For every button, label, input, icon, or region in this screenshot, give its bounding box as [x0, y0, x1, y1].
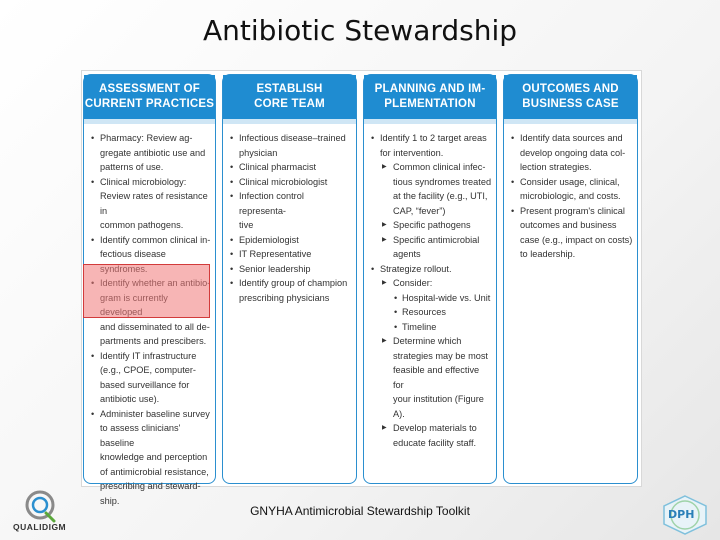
list-item: • and disseminated to all de- partments and prescibers. [91, 276, 211, 349]
list-item: • Identify common clinical in- fectious disease [91, 233, 211, 277]
bullet-list [511, 131, 633, 262]
highlight-annotation-box [83, 264, 210, 318]
list-item: • Infection control representa- tive [230, 189, 352, 233]
list-item: • Infectious disease–trained physician [230, 131, 352, 160]
list-item: ▶ Consider: [371, 276, 492, 291]
list-item: ▶ Common clinical infec- tious syndromes treated at the facility (e.g., UTI, CAP, “fever”) [371, 160, 492, 218]
list-item: • IT Representative [230, 247, 352, 262]
list-item: • Clinical microbiologist [230, 175, 352, 190]
list-item: • Senior leadership [230, 262, 352, 277]
list-item: ▶ Determine which strategies may be most feasible and effective for your institution (Figure A). [371, 334, 492, 421]
qualidigm-logo-text: QUALIDIGM [13, 522, 67, 532]
list-item: • Present program's clinical outcomes and business case (e.g., impact on costs) to leadership. [511, 204, 633, 262]
list-item: • Administer baseline survey to assess clinicians' baseline knowledge and perception of antimicrobial resistance, prescribing and steward- ship. [91, 407, 211, 509]
column-core-team [222, 74, 357, 484]
list-item: ▶ Develop materials to educate facility staff. [371, 421, 492, 450]
list-item: • Resources [371, 305, 492, 320]
list-item: • Hospital-wide vs. Unit [371, 291, 492, 306]
list-item: • Clinical microbiology: Review rates of resistance in common pathogens. [91, 175, 211, 233]
list-item: • Pharmacy: Review ag- gregate antibiotic use and patterns of use. [91, 131, 211, 175]
list-item: ▶ Specific pathogens [371, 218, 492, 233]
column-header: ASSESSMENT OF CURRENT PRACTICES [84, 75, 215, 119]
bullet-list [230, 131, 352, 305]
column-header: ESTABLISH CORE TEAM [223, 75, 356, 119]
list-item: • Clinical pharmacist [230, 160, 352, 175]
list-item: • Identify data sources and develop ongoing data col- lection strategies. [511, 131, 633, 175]
list-item: • Identify 1 to 2 target areas for intervention. [371, 131, 492, 160]
slide-title: Antibiotic Stewardship [202, 14, 518, 47]
dph-logo-text: DPH [668, 508, 695, 521]
column-outcomes [503, 74, 638, 484]
list-item: • Strategize rollout. [371, 262, 492, 277]
column-planning [363, 74, 497, 484]
slide-footer: GNYHA Antimicrobial Stewardship Toolkit [250, 504, 470, 518]
list-item: • Identify IT infrastructure (e.g., CPOE, computer- based surveillance for antibiotic use). [91, 349, 211, 407]
list-item: • Consider usage, clinical, microbiologic, and costs. [511, 175, 633, 204]
list-item: • Epidemiologist [230, 233, 352, 248]
bullet-list [91, 131, 211, 508]
bullet-list [371, 131, 492, 450]
column-header: PLANNING AND IM- PLEMENTATION [364, 75, 496, 119]
column-header: OUTCOMES AND BUSINESS CASE [504, 75, 637, 119]
list-item: • Identify group of champion prescribing physicians [230, 276, 352, 305]
list-item: • Timeline [371, 320, 492, 335]
list-item: ▶ Specific antimicrobial agents [371, 233, 492, 262]
